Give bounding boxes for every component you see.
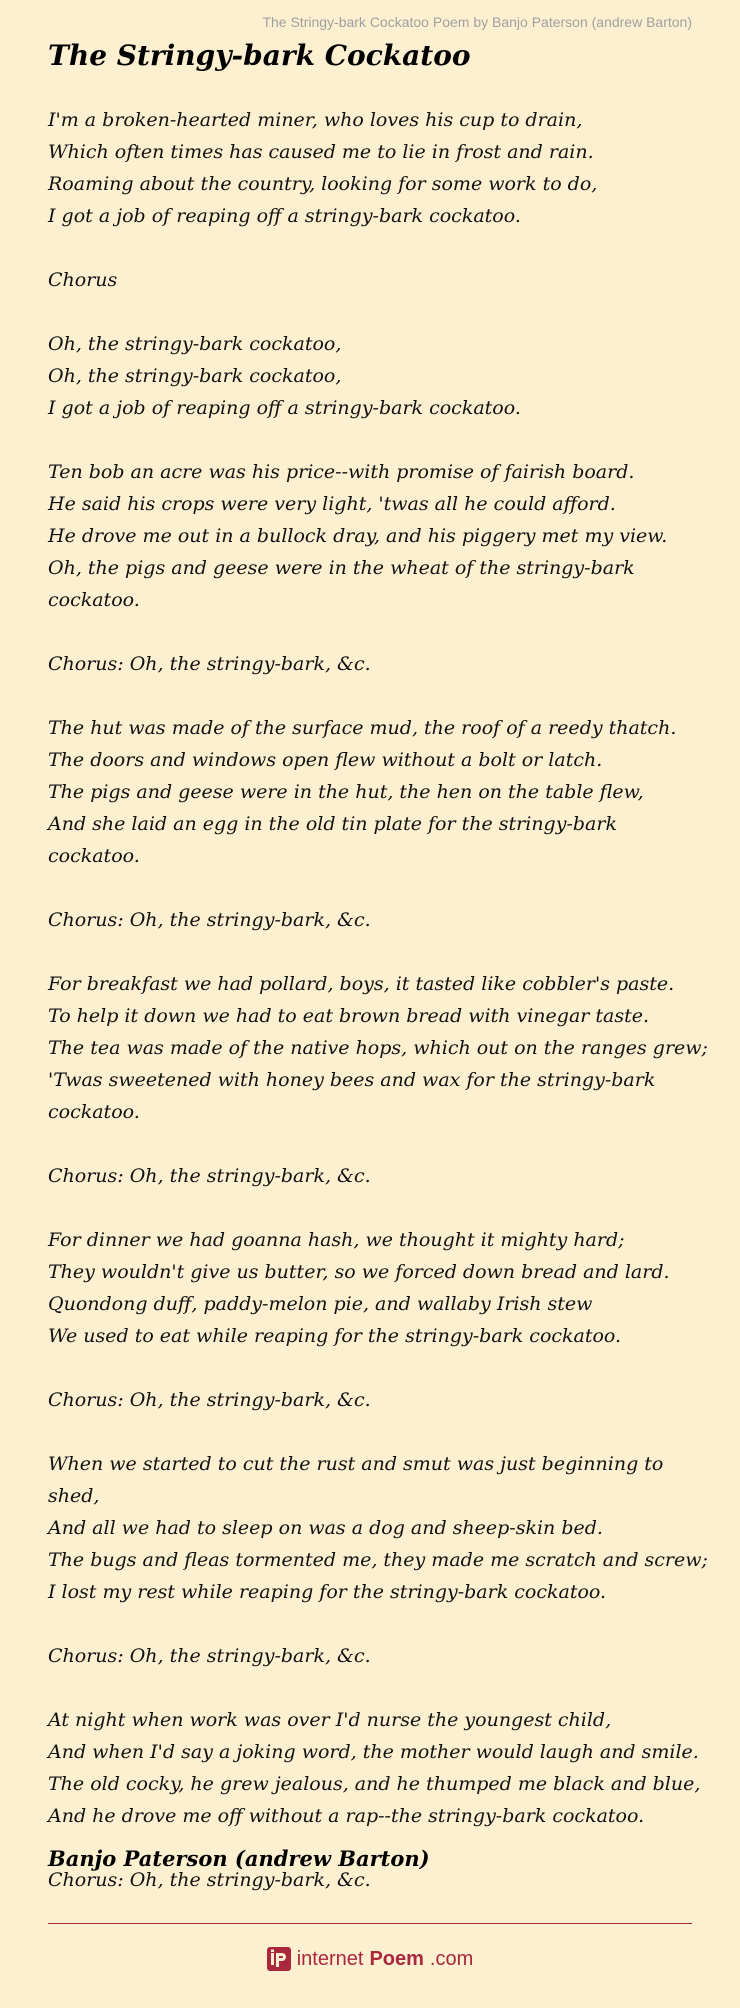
poem-line: I got a job of reaping off a stringy-bark cockatoo.	[48, 205, 521, 227]
header-caption: The Stringy-bark Cockatoo Poem by Banjo Paterson (andrew Barton)	[262, 14, 692, 30]
poem-line: For breakfast we had pollard, boys, it tasted like cobbler's paste.	[48, 973, 675, 995]
poem-line: The hut was made of the surface mud, the roof of a reedy thatch.	[48, 717, 677, 739]
poem-line: Chorus: Oh, the stringy-bark, &c.	[48, 909, 371, 931]
poem-line: I'm a broken-hearted miner, who loves his cup to drain,	[48, 109, 583, 131]
poem-stanza	[48, 328, 708, 424]
poem-stanza	[48, 104, 708, 232]
poem-line: Chorus: Oh, the stringy-bark, &c.	[48, 1165, 371, 1187]
poem-line: To help it down we had to eat brown bread with vinegar taste.	[48, 1005, 650, 1027]
footer-brand	[0, 1947, 740, 1971]
poem-line: Chorus: Oh, the stringy-bark, &c.	[48, 1389, 371, 1411]
footer-divider	[48, 1923, 692, 1924]
poem-line: And she laid an egg in the old tin plate for the stringy-bark cockatoo.	[48, 813, 617, 867]
ip-logo-icon	[267, 1947, 291, 1971]
poem-body	[48, 104, 708, 1928]
poem-line: And when I'd say a joking word, the mother would laugh and smile.	[48, 1741, 699, 1763]
poem-line: Roaming about the country, looking for some work to do,	[48, 173, 598, 195]
poem-line: The pigs and geese were in the hut, the hen on the table flew,	[48, 781, 644, 803]
poem-line: And he drove me off without a rap--the stringy-bark cockatoo.	[48, 1805, 645, 1827]
poem-stanza	[48, 712, 708, 872]
poem-line: Chorus: Oh, the stringy-bark, &c.	[48, 653, 371, 675]
poem-line: At night when work was over I'd nurse the youngest child,	[48, 1709, 612, 1731]
poem-line: We used to eat while reaping for the stringy-bark cockatoo.	[48, 1325, 622, 1347]
poem-line: And all we had to sleep on was a dog and sheep-skin bed.	[48, 1517, 603, 1539]
poem-stanza	[48, 1384, 708, 1416]
poem-line: The old cocky, he grew jealous, and he thumped me black and blue,	[48, 1773, 701, 1795]
brand-text-poem: Poem	[369, 1947, 424, 1970]
poem-line: I got a job of reaping off a stringy-bark cockatoo.	[48, 397, 521, 419]
poem-line: Oh, the stringy-bark cockatoo,	[48, 365, 342, 387]
poem-stanza	[48, 1640, 708, 1672]
poem-line: The bugs and fleas tormented me, they made me scratch and screw;	[48, 1549, 708, 1571]
poem-line: He drove me out in a bullock dray, and his piggery met my view.	[48, 525, 668, 547]
poem-line: 'Twas sweetened with honey bees and wax for the stringy-bark cockatoo.	[48, 1069, 656, 1123]
poem-line: He said his crops were very light, 'twas all he could afford.	[48, 493, 616, 515]
poem-line: The doors and windows open flew without a bolt or latch.	[48, 749, 603, 771]
poem-stanza	[48, 648, 708, 680]
brand-text-internet: internet	[296, 1947, 364, 1970]
poem-stanza	[48, 1704, 708, 1832]
poem-line: Chorus: Oh, the stringy-bark, &c.	[48, 1645, 371, 1667]
poem-stanza	[48, 456, 708, 616]
poem-stanza	[48, 968, 708, 1128]
poem-line: Chorus: Oh, the stringy-bark, &c.	[48, 1869, 371, 1891]
poem-line: Chorus	[48, 269, 118, 291]
poem-line: Oh, the pigs and geese were in the wheat of the stringy-bark cockatoo.	[48, 557, 635, 611]
poem-line: When we started to cut the rust and smut was just beginning to shed,	[48, 1453, 664, 1507]
poem-title: The Stringy-bark Cockatoo	[48, 39, 471, 72]
poem-stanza	[48, 1160, 708, 1192]
brand-logo-link[interactable]	[267, 1947, 474, 1971]
poem-line: The tea was made of the native hops, which out on the ranges grew;	[48, 1037, 708, 1059]
poem-line: For dinner we had goanna hash, we thought it mighty hard;	[48, 1229, 625, 1251]
poem-author: Banjo Paterson (andrew Barton)	[48, 1846, 430, 1871]
poem-stanza	[48, 264, 708, 296]
brand-text-com: .com	[429, 1947, 474, 1970]
poem-line: Ten bob an acre was his price--with promise of fairish board.	[48, 461, 635, 483]
poem-stanza	[48, 904, 708, 936]
poem-line: They wouldn't give us butter, so we forced down bread and lard.	[48, 1261, 670, 1283]
poem-line: I lost my rest while reaping for the stringy-bark cockatoo.	[48, 1581, 607, 1603]
poem-stanza	[48, 1448, 708, 1608]
poem-line: Quondong duff, paddy-melon pie, and wallaby Irish stew	[48, 1293, 593, 1315]
poem-line: Which often times has caused me to lie in frost and rain.	[48, 141, 594, 163]
poem-line: Oh, the stringy-bark cockatoo,	[48, 333, 342, 355]
poem-stanza	[48, 1224, 708, 1352]
